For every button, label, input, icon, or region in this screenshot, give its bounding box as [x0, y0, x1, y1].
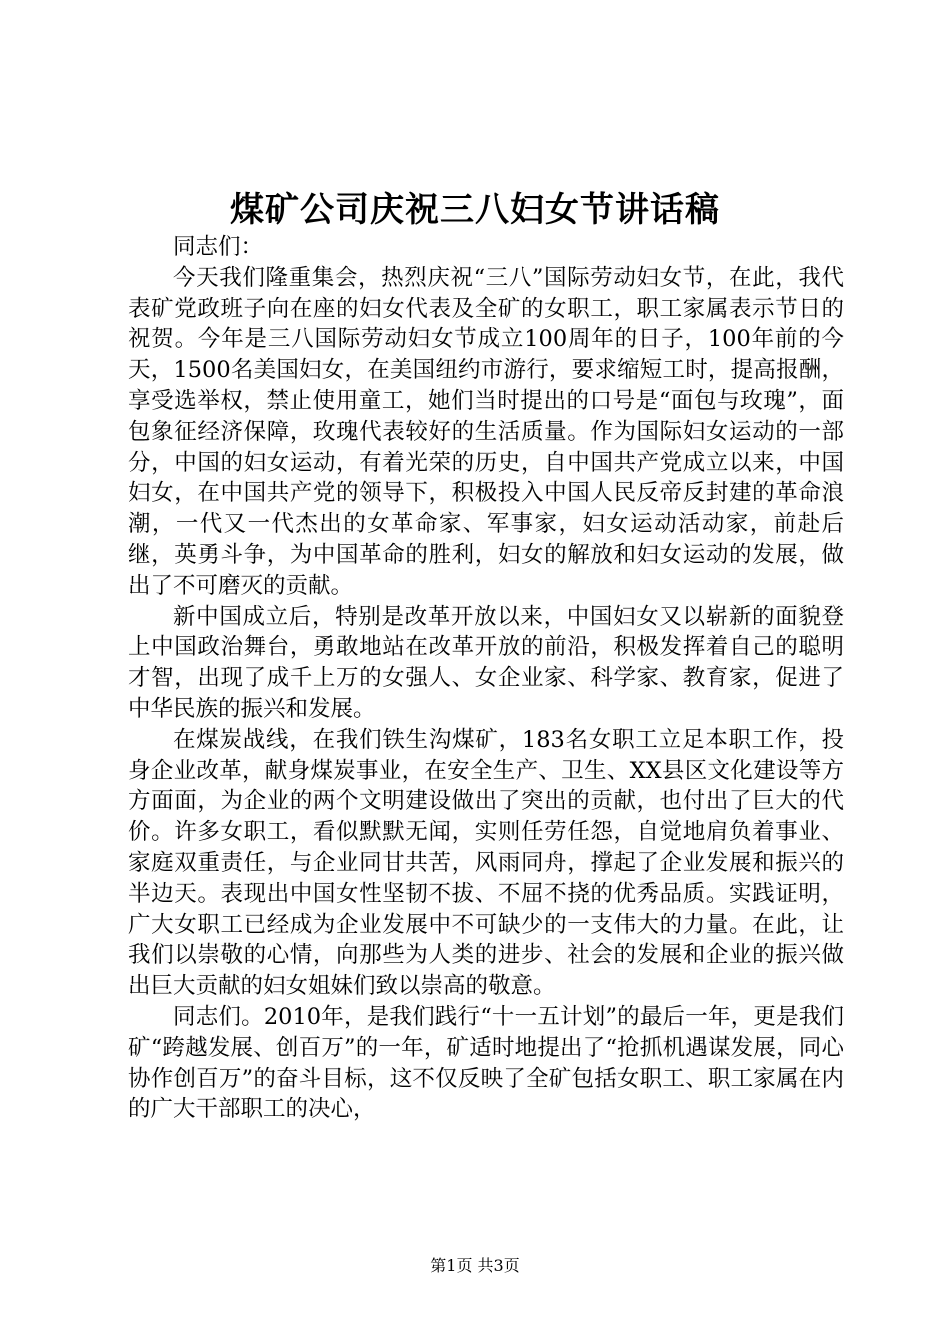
paragraph: 新中国成立后，特别是改革开放以来，中国妇女又以崭新的面貌登上中国政治舞台，勇敢地站在改革开放的前沿，积极发挥着自己的聪明才智，出现了成千上万的女强人、女企业家、科学家、教育家，促进了中华民族的振兴和发展。 [128, 603, 844, 722]
page-number-footer: 第1页 共3页 [430, 1256, 520, 1275]
document-title: 煤矿公司庆祝三八妇女节讲话稿 [230, 190, 720, 230]
salutation: 同志们： [173, 234, 264, 260]
paragraph: 同志们。2010年，是我们践行“十一五计划”的最后一年，更是我们矿“跨越发展、创百万”的一年，矿适时地提出了“抢抓机遇谋发展，同心协作创百万”的奋斗目标，这不仅反映了全矿包括女职工、职工家属在内的广大干部职工的决心， [128, 1003, 844, 1123]
paragraph: 今天我们隆重集会，热烈庆祝“三八”国际劳动妇女节，在此，我代表矿党政班子向在座的妇女代表及全矿的女职工，职工家属表示节日的祝贺。今年是三八国际劳动妇女节成立100周年的日子，100年前的今天，1500名美国妇女，在美国纽约市游行，要求缩短工时，提高报酬，享受选举权，禁止使用童工，她们当时提出的口号是“面包与玫瑰”，面包象征经济保障，玫瑰代表较好的生活质量。作为国际妇女运动的一部分，中国的妇女运动，有着光荣的历史，自中国共产党成立以来，中国妇女，在中国共产党的领导下，积极投入中国人民反帝反封建的革命浪潮，一代又一代杰出的女革命家、军事家，妇女运动活动家，前赴后继，英勇斗争，为中国革命的胜利，妇女的解放和妇女运动的发展，做出了不可磨灭的贡献。 [128, 264, 844, 599]
paragraph: 在煤炭战线，在我们铁生沟煤矿，183名女职工立足本职工作，投身企业改革，献身煤炭事业，在安全生产、卫生、XX县区文化建设等方方面面，为企业的两个文明建设做出了突出的贡献，也付出了巨大的代价。许多女职工，看似默默无闻，实则任劳任怨，自觉地肩负着事业、家庭双重责任，与企业同甘共苦，风雨同舟，撑起了企业发展和振兴的半边天。表现出中国女性坚韧不拔、不屈不挠的优秀品质。实践证明，广大女职工已经成为企业发展中不可缺少的一支伟大的力量。在此，让我们以崇敬的心情，向那些为人类的进步、社会的发展和企业的振兴做出巨大贡献的妇女姐妹们致以崇高的敬意。 [128, 726, 844, 1000]
document-body [128, 232, 844, 1125]
